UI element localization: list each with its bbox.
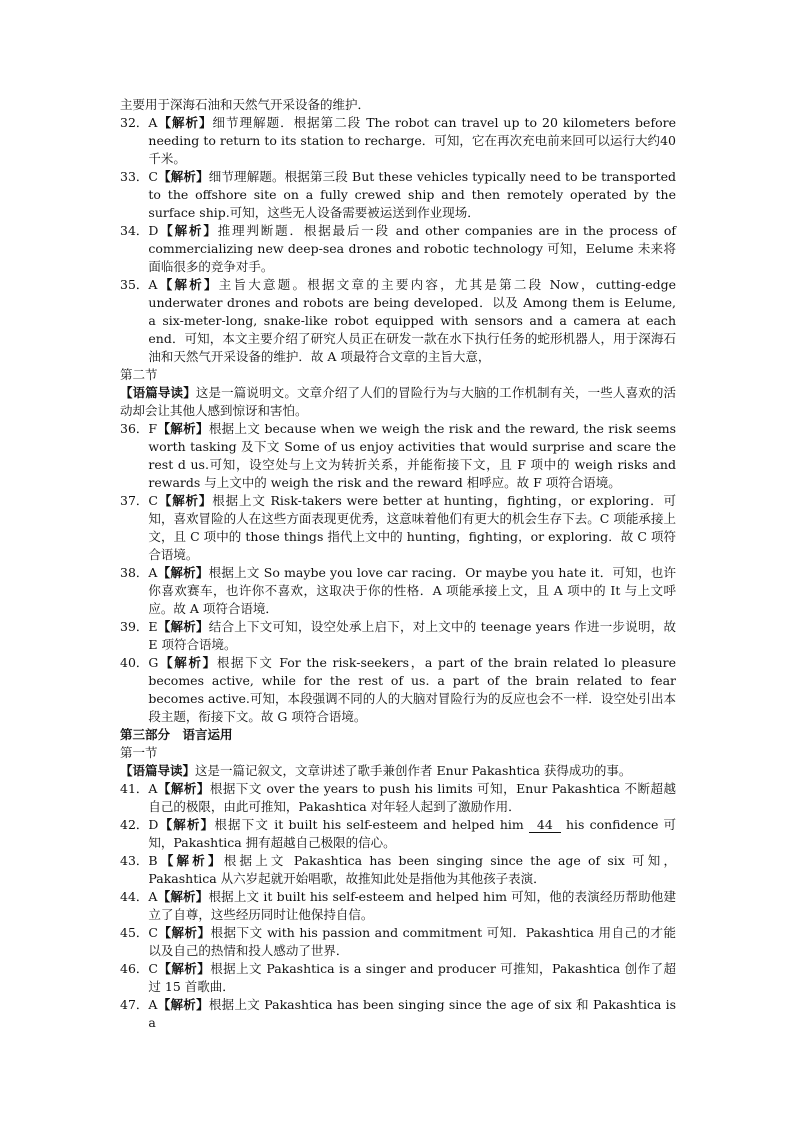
- analysis-text: 根据下文 with his passion and commitment 可知．Pakashtica 用自己的才能以及自己的热情和投人感动了世界．: [148, 925, 676, 958]
- analysis-tag: 【解析】: [157, 997, 209, 1012]
- item-number: 42．: [120, 817, 149, 832]
- item-body: [148, 564, 676, 618]
- item-number: 46．: [120, 961, 149, 976]
- analysis-tag: 【解析】: [157, 565, 209, 580]
- answer-letter: A: [148, 565, 158, 580]
- analysis-text: 细节理解题．根据第二段 The robot can travel up to 20 kilometers before needing to return to its station to recharge．可知，它在再次充电前来回可以运行大约40千米。: [148, 115, 676, 166]
- analysis-tag: 【解析】: [158, 655, 217, 670]
- analysis-tag: 【解析】: [157, 781, 210, 796]
- analysis-text: 根据上文 Risk-takers were better at hunting，fighting，or exploring．可知，喜欢冒险的人在这些方面表现更优秀，这意味着他们有更大的机会生存下去。C 项能承接上文，且 C 项中的 those things 指代上文中的 hunting，fighting，or exploring．故 C 项符合语境。: [148, 493, 676, 562]
- item-body: [148, 780, 676, 816]
- answer-letter: A: [148, 115, 158, 130]
- item-number: 41．: [120, 781, 149, 796]
- answer-item: [120, 654, 676, 726]
- item-body: [148, 888, 676, 924]
- item-body: [148, 816, 676, 852]
- answer-letter: F: [148, 421, 158, 436]
- answer-letter: C: [148, 493, 158, 508]
- answer-letter: A: [148, 781, 158, 796]
- section-label: 第一节: [120, 745, 158, 760]
- analysis-tag: 【解析】: [157, 493, 213, 508]
- item-body: [148, 654, 676, 726]
- answer-letter: D: [148, 817, 159, 832]
- answer-item: [120, 420, 676, 492]
- analysis-text: 根据上文 because when we weigh the risk and the reward, the risk seems worth tasking 及下文 Some of us enjoy activities that would surprise and scare the rest d us.可知，设空处与上文为转折关系，并能衔接下文，且 F 项中的 weigh risks and rewards 与上文中的 weigh the risk and the reward 相呼应。故 F 项符合语境。: [148, 421, 676, 490]
- answer-item: [120, 618, 676, 654]
- answer-letter: A: [148, 997, 158, 1012]
- underlined-blank: 44: [529, 818, 561, 833]
- analysis-text: 根据上文 it built his self-esteem and helped him 可知，他的表演经历帮助他建立了自尊，这些经历同时让他保持自信。: [148, 889, 676, 922]
- answer-item: [120, 222, 676, 276]
- item-body: [148, 420, 676, 492]
- analysis-text: 根据上文 Pakashtica has been singing since the age of six 和 Pakashtica is a: [148, 997, 676, 1030]
- guide-tag: 【语篇导读】: [120, 763, 196, 778]
- analysis-text: his confidence 可知，Pakashtica 拥有超越自己极限的信心。: [148, 817, 676, 850]
- guide-text: 这是一篇说明文。文章介绍了人们的冒险行为与大脑的工作机制有关，一些人喜欢的活动却会让其他人感到惊讶和害怕。: [120, 385, 676, 418]
- item-number: 36．: [120, 421, 149, 436]
- item-number: 44．: [120, 889, 149, 904]
- answer-letter: E: [148, 619, 158, 634]
- item-body: [148, 960, 676, 996]
- analysis-text: 推理判断题．根据最后一段 and other companies are in the process of commercializing new deep-sea drones and robotic technology 可知，Eelume 未来将面临很多的竞争对手。: [148, 223, 676, 274]
- answer-list-language-use: [120, 780, 676, 1032]
- answer-item: [120, 960, 676, 996]
- analysis-text: 根据上文 Pakashtica has been singing since the age of six 可知，Pakashtica 从六岁起就开始唱歌，故推知此处是指他为其他孩子表演．: [148, 853, 676, 886]
- item-number: 35．: [120, 277, 149, 292]
- item-body: [148, 924, 676, 960]
- guide-tag: 【语篇导读】: [120, 385, 196, 400]
- item-number: 37．: [120, 493, 149, 508]
- item-body: [148, 492, 676, 564]
- part-heading: 第三部分 语言运用: [120, 727, 233, 742]
- answer-letter: C: [148, 961, 158, 976]
- analysis-tag: 【解析】: [157, 961, 211, 976]
- answer-letter: A: [148, 889, 158, 904]
- analysis-text: 根据下文 over the years to push his limits 可知，Enur Pakashtica 不断超越自己的极限，由此可推知，Pakashtica 对年轻人起到了激励作用．: [148, 781, 676, 814]
- analysis-text: 细节理解题。根据第三段 But these vehicles typically need to be transported to the offshore site on a fully crewed ship and then remotely operated by the surface ship.可知，这些无人设备需要被运送到作业现场．: [148, 169, 676, 220]
- analysis-tag: 【解析】: [158, 223, 218, 238]
- analysis-tag: 【解析】: [157, 277, 219, 292]
- answer-letter: B: [148, 853, 158, 868]
- item-number: 38．: [120, 565, 149, 580]
- answer-item: [120, 276, 676, 366]
- item-number: 47．: [120, 997, 149, 1012]
- passage-guide: [120, 384, 676, 420]
- answer-item: [120, 780, 676, 816]
- analysis-text: 根据下文 it built his self-esteem and helped him: [214, 817, 529, 832]
- item-body: [148, 168, 676, 222]
- item-number: 33．: [120, 169, 149, 184]
- item-number: 34．: [120, 223, 149, 238]
- analysis-tag: 【解析】: [157, 853, 224, 868]
- passage-guide: [120, 762, 676, 780]
- document-content: [120, 96, 676, 1032]
- answer-item: [120, 924, 676, 960]
- answer-letter: C: [148, 169, 158, 184]
- analysis-tag: 【解析】: [158, 817, 215, 832]
- analysis-tag: 【解析】: [157, 421, 209, 436]
- intro-line: 主要用于深海石油和天然气开采设备的维护．: [120, 97, 371, 112]
- item-body: [148, 222, 676, 276]
- answer-item: [120, 564, 676, 618]
- item-body: [148, 996, 676, 1032]
- analysis-tag: 【解析】: [157, 889, 209, 904]
- guide-text: 这是一篇记叙文，文章讲述了歌手兼创作者 Enur Pakashtica 获得成功的事。: [195, 763, 632, 778]
- analysis-tag: 【解析】: [157, 115, 213, 130]
- analysis-text: 根据上文 Pakashtica is a singer and producer 可推知，Pakashtica 创作了超过 15 首歌曲．: [148, 961, 676, 994]
- item-body: [148, 852, 676, 888]
- answer-item: [120, 168, 676, 222]
- answer-item: [120, 816, 676, 852]
- answer-item: [120, 492, 676, 564]
- analysis-tag: 【解析】: [157, 619, 209, 634]
- analysis-text: 结合上下文可知，设空处承上启下，对上文中的 teenage years 作进一步说明，故 E 项符合语境。: [148, 619, 676, 652]
- answer-item: [120, 996, 676, 1032]
- item-body: [148, 114, 676, 168]
- answer-letter: G: [148, 655, 159, 670]
- answer-list-cloze-sentences: [120, 420, 676, 726]
- item-number: 43．: [120, 853, 149, 868]
- item-number: 39．: [120, 619, 149, 634]
- answer-letter: D: [148, 223, 159, 238]
- item-number: 40．: [120, 655, 149, 670]
- answer-item: [120, 114, 676, 168]
- answer-item: [120, 888, 676, 924]
- analysis-text: 主旨大意题。根据文章的主要内容，尤其是第二段 Now，cutting-edge underwater drones and robots are being developed．以及 Among them is Eelume, a six-meter-long, snake-like robot equipped with sensors and a camera at each end．可知，本文主要介绍了研究人员正在研发一款在水下执行任务的蛇形机器人，用于深海石油和天然气开采设备的维护．故 A 项最符合文章的主旨大意，: [148, 277, 676, 364]
- analysis-tag: 【解析】: [157, 925, 211, 940]
- item-body: [148, 276, 676, 366]
- answer-letter: A: [148, 277, 158, 292]
- item-number: 45．: [120, 925, 149, 940]
- analysis-tag: 【解析】: [157, 169, 209, 184]
- analysis-text: 根据下文 For the risk-seekers，a part of the brain related lo pleasure becomes active, while for the rest of us. a part of the brain related to fear becomes active.可知，本段强调不同的人的大脑对冒险行为的反应也会不一样．设空处引出本段主题，衔接下文。故 G 项符合语境。: [148, 655, 676, 724]
- answer-item: [120, 852, 676, 888]
- item-body: [148, 618, 676, 654]
- item-number: 32．: [120, 115, 149, 130]
- answer-letter: C: [148, 925, 158, 940]
- analysis-text: 根据上文 So maybe you love car racing．Or maybe you hate it．可知，也许你喜欢赛车，也许你不喜欢，这取决于你的性格．A 项能承接上文，且 A 项中的 It 与上文呼应。故 A 项符合语境．: [148, 565, 676, 616]
- answer-list-reading: [120, 114, 676, 366]
- section-label: 第二节: [120, 367, 158, 382]
